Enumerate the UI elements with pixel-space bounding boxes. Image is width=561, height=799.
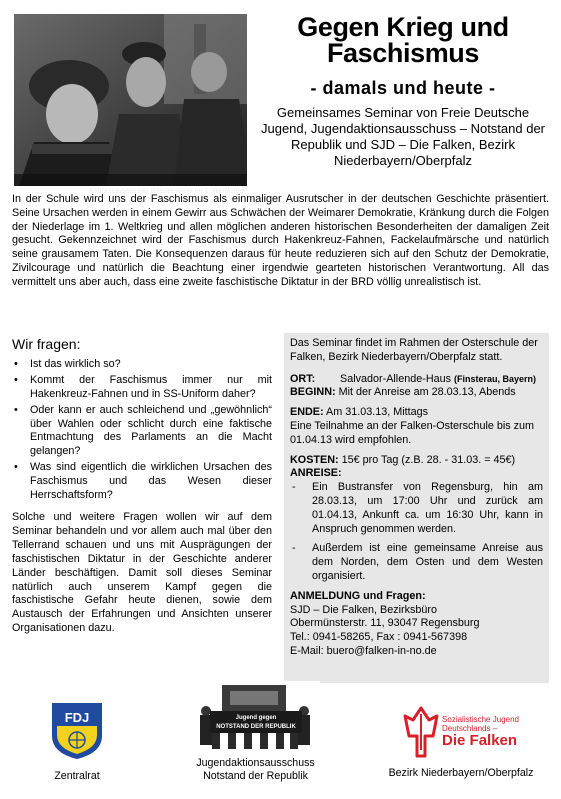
photo-illustration [14, 14, 247, 186]
fdj-emblem-icon [49, 700, 105, 760]
anreise-item: - Ein Bustransfer von Regensburg, hin am 28.03.13, um 17:00 Uhr und zurück am 01.04.13, Ankunft ca. um 16:30 Uhr, kann in Anspruch genommen werden. [290, 481, 543, 536]
beginn-value: Mit der Anreise am 28.03.13, Abends [338, 386, 516, 399]
info-kosten [290, 454, 543, 468]
jdaa-logo-block [178, 681, 333, 783]
fdj-emblem-text: FDJ [64, 710, 90, 725]
sjd-text-line-2: Deutschlands – [442, 724, 498, 733]
beginn-label: BEGINN: [290, 386, 336, 399]
kosten-value: 15€ pro Tag (z.B. 28. - 31.03. = 45€) [341, 453, 516, 466]
info-beginn [290, 386, 543, 400]
intro-paragraph: In der Schule wird uns der Faschismus als einmaliger Ausrutscher in der deutschen Geschichte präsentiert. Seine Ursachen werden in einem Gewirr aus Schwächen der Weimarer Demokratie, Kränkung durch die Folgen der Niederlage im 1. Weltkrieg und allen möglichen anderen historischen Besonderheiten der damaligen Zeit gesucht. Gekennzeichnet wird der Faschismus durch Hakenkreuz-Fahnen, Fackelaufmärsche und natürlich seine grausamem Taten. Die Konsequenzen daraus für heute reduzieren sich auf den Schutz der Demokratie, Zivilcourage und natürlich die Beachtung einer irgendwie gearteten historischen Verantwortung. All das vermittelt uns aber auch, dass eine zweite faschistische Diktatur in der BRD völlig unrealistisch ist. [12, 193, 549, 288]
historical-photo [14, 14, 247, 195]
questions-heading: Wir fragen: [12, 336, 81, 352]
questions-section [12, 338, 272, 636]
contact-address: Obermünsterstr. 11, 93047 Regensburg [290, 617, 480, 630]
sjd-text-line-1: Sozialistische Jugend [442, 715, 519, 724]
page-subtitle: - damals und heute - [310, 78, 496, 98]
sjd-logo [373, 706, 549, 758]
sjd-logo-text [442, 715, 519, 749]
jdaa-banner-line-2: NOTSTAND DER REPUBLIK [215, 724, 296, 730]
seminar-organizers [258, 105, 548, 169]
contact-email[interactable]: E-Mail: buero@falken-in-no.de [290, 644, 437, 657]
contact-phone: Tel.: 0941-58265, Fax : 0941-567398 [290, 631, 468, 644]
anreise-list [290, 481, 543, 584]
ende-value: Am 31.03.13, Mittags [326, 406, 429, 419]
info-ort [290, 373, 543, 387]
seminar-line-3: Republik und SJD – Die Falken, Bezirk [291, 137, 515, 152]
jdaa-caption-line-1: Jugendaktionsausschuss [196, 757, 315, 769]
question-item: • Kommt der Faschismus immer nur mit Hakenkreuz-Fahnen und in SS-Uniform daher? [12, 374, 272, 402]
question-item: • Ist das wirklich so? [12, 358, 272, 372]
info-ende [290, 406, 543, 420]
page-title [258, 14, 548, 66]
falken-bird-icon [403, 706, 439, 758]
info-intro: Das Seminar findet im Rahmen der Osterschule der Falken, Bezirk Niederbayern/Oberpfalz statt. [290, 337, 538, 363]
jdaa-banner-line-1: Jugend gegen [235, 715, 276, 721]
questions-outro: Solche und weitere Fragen wollen wir auf dem Seminar behandeln und vor allem auch mal über den Tellerrand schauen und uns mit Ausprägungen der faschistischen Diktatur in der Geschichte anderer Länder beschäftigen. Damit soll dieses Seminar natürlich auch unserem Kampf gegen die faschistische Gefahr heute dienen, sowie dem Austausch der Erfahrungen und Ansichten unserer Organisationen dazu. [12, 510, 272, 635]
contact-org: SJD – Die Falken, Bezirksbüro [290, 603, 438, 616]
title-line-2: Faschismus [326, 38, 480, 68]
questions-list [12, 358, 272, 503]
question-item: • Oder kann er auch schleichend und „gewöhnlich“ über Wahlen oder schlicht durch eine faktische Entmachtung des Parlaments an die Macht gelangen? [12, 404, 272, 460]
seminar-line-4: Niederbayern/Oberpfalz [333, 153, 473, 168]
info-box [284, 333, 549, 683]
photo-caption: Antifaschistischer Wiederstand im 2. Weltkrieg [88, 188, 244, 195]
ort-detail: (Finsterau, Bayern) [454, 373, 537, 384]
jdaa-protest-photo [192, 681, 320, 751]
ende-label: ENDE: [290, 406, 324, 419]
sjd-falken-logo-block [373, 706, 549, 780]
fdj-caption: Zentralrat [54, 770, 100, 782]
question-item: • Was sind eigentlich die wirklichen Ursachen des Faschismus und das Wesen dieser Herrschaftsform? [12, 461, 272, 503]
seminar-line-1: Gemeinsames Seminar von Freie Deutsche [276, 105, 530, 120]
title-line-1: Gegen Krieg und [297, 12, 509, 42]
sjd-text-line-3: Die Falken [442, 732, 518, 749]
ort-value: Salvador-Allende-Haus [340, 372, 452, 385]
jdaa-caption-line-2: Notstand der Republik [203, 770, 308, 782]
header [258, 14, 548, 169]
seminar-line-2: Jugend, Jugendaktionsausschuss – Notstand der [260, 121, 546, 136]
fdj-logo-block [22, 700, 132, 783]
info-teilnahme: Eine Teilnahme an der Falken-Osterschule bis zum 01.04.13 wird empfohlen. [290, 419, 535, 446]
kosten-label: KOSTEN: [290, 453, 339, 466]
anreise-label: ANREISE: [290, 467, 342, 480]
sjd-caption: Bezirk Niederbayern/Oberpfalz [388, 767, 534, 779]
anreise-item: - Außerdem ist eine gemeinsame Anreise aus dem Norden, dem Osten und dem Westen organisiert. [290, 542, 543, 583]
anmeldung-label: ANMELDUNG und Fragen: [290, 589, 426, 602]
ort-label: ORT: [290, 372, 316, 385]
